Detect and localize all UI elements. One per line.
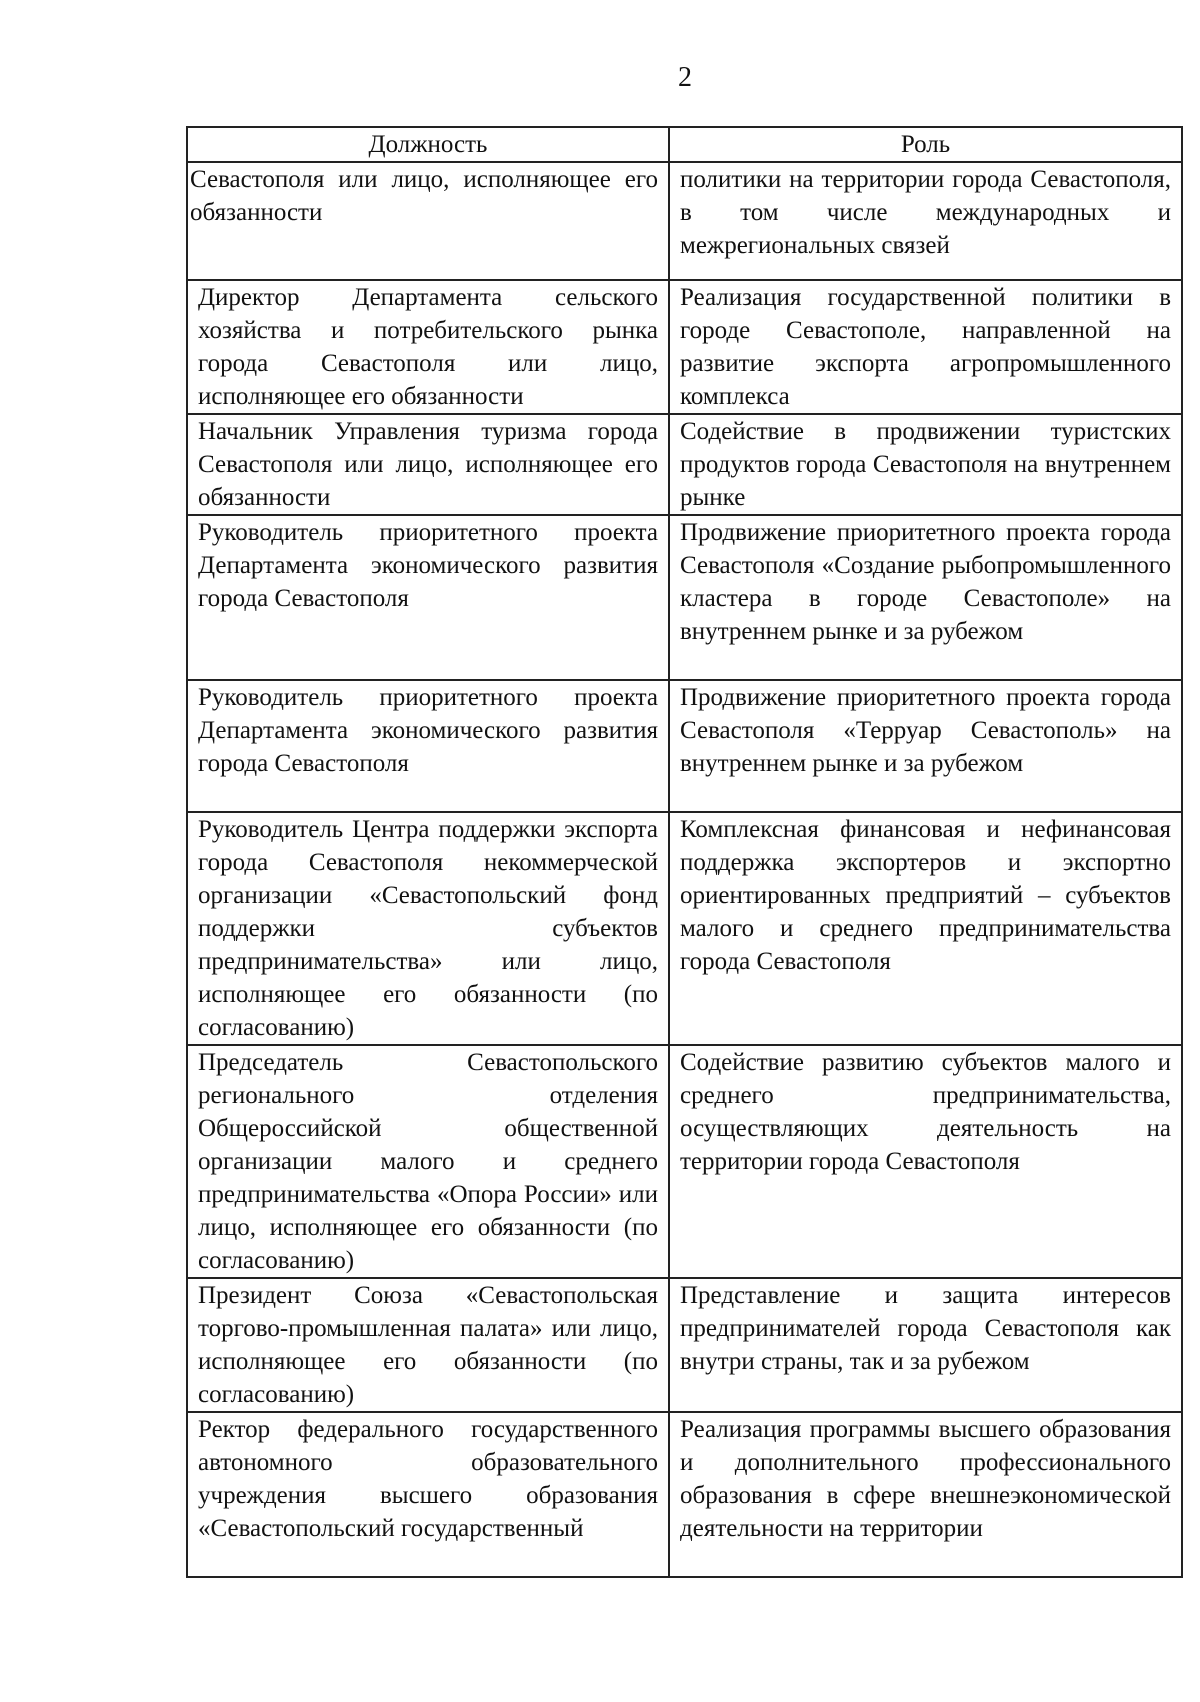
role-cell: Реализация программы высшего образования и дополнительного профессионального образования в сфере внешнеэкономической деятельности на территории [669, 1412, 1182, 1577]
table-row [187, 414, 1182, 515]
table-row [187, 162, 1182, 280]
role-cell: Содействие в продвижении туристских продуктов города Севастополя на внутреннем рынке [669, 414, 1182, 515]
table-header-row [187, 127, 1182, 162]
table-row [187, 1412, 1182, 1577]
position-cell: Руководитель приоритетного проекта Департамента экономического развития города Севастополя [187, 680, 669, 812]
column-header-position: Должность [187, 127, 669, 162]
positions-roles-table [186, 126, 1183, 1578]
table-row [187, 515, 1182, 680]
column-header-role: Роль [669, 127, 1182, 162]
position-cell: Ректор федерального государственного автономного образовательного учреждения высшего образования «Севастопольский государственный [187, 1412, 669, 1577]
table-row [187, 680, 1182, 812]
position-cell: Руководитель Центра поддержки экспорта города Севастополя некоммерческой организации «Севастопольский фонд поддержки субъектов предпринимательства» или лицо, исполняющее его обязанности (по согласованию) [187, 812, 669, 1045]
table-row [187, 1045, 1182, 1278]
table-row [187, 1278, 1182, 1412]
role-cell: Реализация государственной политики в городе Севастополе, направленной на развитие экспорта агропромышленного комплекса [669, 280, 1182, 414]
position-cell: Президент Союза «Севастопольская торгово-промышленная палата» или лицо, исполняющее его обязанности (по согласованию) [187, 1278, 669, 1412]
position-cell: Севастополя или лицо, исполняющее его обязанности [187, 162, 669, 280]
position-cell: Начальник Управления туризма города Севастополя или лицо, исполняющее его обязанности [187, 414, 669, 515]
table-row [187, 280, 1182, 414]
page-number: 2 [678, 62, 692, 93]
role-cell: политики на территории города Севастополя, в том числе международных и межрегиональных связей [669, 162, 1182, 280]
position-cell: Директор Департамента сельского хозяйства и потребительского рынка города Севастополя или лицо, исполняющее его обязанности [187, 280, 669, 414]
role-cell: Продвижение приоритетного проекта города Севастополя «Терруар Севастополь» на внутреннем рынке и за рубежом [669, 680, 1182, 812]
table-row [187, 812, 1182, 1045]
role-cell: Продвижение приоритетного проекта города Севастополя «Создание рыбопромышленного кластера в городе Севастополе» на внутреннем рынке и за рубежом [669, 515, 1182, 680]
role-cell: Содействие развитию субъектов малого и среднего предпринимательства, осуществляющих деятельность на территории города Севастополя [669, 1045, 1182, 1278]
role-cell: Представление и защита интересов предпринимателей города Севастополя как внутри страны, так и за рубежом [669, 1278, 1182, 1412]
position-cell: Руководитель приоритетного проекта Департамента экономического развития города Севастополя [187, 515, 669, 680]
position-cell: Председатель Севастопольского регионального отделения Общероссийской общественной организации малого и среднего предпринимательства «Опора России» или лицо, исполняющее его обязанности (по согласованию) [187, 1045, 669, 1278]
role-cell: Комплексная финансовая и нефинансовая поддержка экспортеров и экспортно ориентированных предприятий – субъектов малого и среднего предпринимательства города Севастополя [669, 812, 1182, 1045]
